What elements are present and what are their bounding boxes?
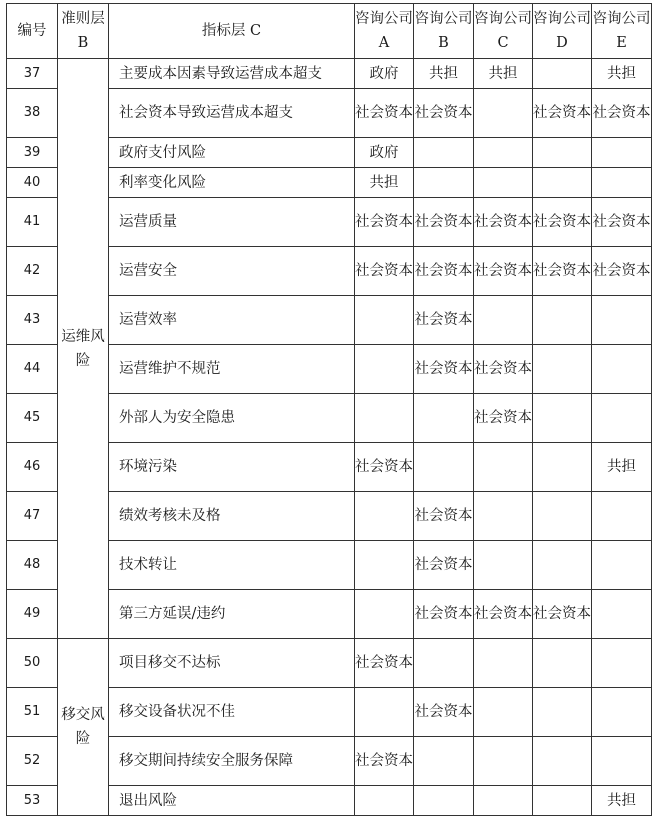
company-a-cell	[355, 394, 414, 443]
company-e-cell	[592, 688, 652, 737]
company-a-cell: 共担	[355, 168, 414, 198]
header-company-a: 咨询公司 A	[355, 4, 414, 59]
row-id: 46	[7, 443, 58, 492]
header-company-c: 咨询公司 C	[474, 4, 533, 59]
indicator-cell: 运营效率	[109, 296, 355, 345]
company-c-cell: 社会资本	[474, 247, 533, 296]
company-d-cell	[533, 138, 592, 168]
company-d-cell: 社会资本	[533, 198, 592, 247]
indicator-cell: 运营安全	[109, 247, 355, 296]
company-d-cell: 社会资本	[533, 89, 592, 138]
company-b-cell: 社会资本	[414, 296, 474, 345]
company-d-cell	[533, 786, 592, 816]
company-e-cell: 社会资本	[592, 198, 652, 247]
header-company-d: 咨询公司 D	[533, 4, 592, 59]
company-d-cell	[533, 492, 592, 541]
company-e-cell	[592, 168, 652, 198]
company-b-cell: 共担	[414, 59, 474, 89]
indicator-cell: 项目移交不达标	[109, 639, 355, 688]
company-b-cell	[414, 138, 474, 168]
company-e-cell	[592, 737, 652, 786]
indicator-cell: 主要成本因素导致运营成本超支	[109, 59, 355, 89]
company-c-cell: 共担	[474, 59, 533, 89]
risk-allocation-table	[6, 3, 652, 816]
company-e-cell: 共担	[592, 59, 652, 89]
header-row	[7, 4, 652, 59]
company-b-cell: 社会资本	[414, 89, 474, 138]
company-a-cell	[355, 688, 414, 737]
company-e-cell: 社会资本	[592, 89, 652, 138]
row-id: 50	[7, 639, 58, 688]
indicator-cell: 技术转让	[109, 541, 355, 590]
company-a-cell: 社会资本	[355, 639, 414, 688]
company-e-cell: 共担	[592, 786, 652, 816]
company-a-cell: 政府	[355, 59, 414, 89]
row-id: 52	[7, 737, 58, 786]
table-row	[7, 639, 652, 688]
company-b-cell: 社会资本	[414, 688, 474, 737]
company-a-cell: 政府	[355, 138, 414, 168]
company-d-cell: 社会资本	[533, 247, 592, 296]
row-id: 44	[7, 345, 58, 394]
company-c-cell	[474, 737, 533, 786]
company-d-cell	[533, 345, 592, 394]
indicator-cell: 退出风险	[109, 786, 355, 816]
company-a-cell	[355, 296, 414, 345]
row-id: 42	[7, 247, 58, 296]
company-a-cell: 社会资本	[355, 247, 414, 296]
company-d-cell	[533, 394, 592, 443]
company-c-cell: 社会资本	[474, 590, 533, 639]
indicator-cell: 政府支付风险	[109, 138, 355, 168]
company-b-cell: 社会资本	[414, 541, 474, 590]
criteria-group-ops: 运维风险	[58, 59, 109, 639]
header-indicator: 指标层 C	[109, 4, 355, 59]
company-a-cell	[355, 786, 414, 816]
company-a-cell	[355, 541, 414, 590]
company-a-cell	[355, 590, 414, 639]
company-d-cell	[533, 168, 592, 198]
company-d-cell	[533, 541, 592, 590]
row-id: 39	[7, 138, 58, 168]
company-d-cell	[533, 443, 592, 492]
company-e-cell: 共担	[592, 443, 652, 492]
company-e-cell	[592, 394, 652, 443]
indicator-cell: 移交设备状况不佳	[109, 688, 355, 737]
company-e-cell	[592, 590, 652, 639]
company-e-cell	[592, 296, 652, 345]
header-id: 编号	[7, 4, 58, 59]
row-id: 43	[7, 296, 58, 345]
company-c-cell	[474, 688, 533, 737]
company-c-cell: 社会资本	[474, 345, 533, 394]
company-c-cell	[474, 786, 533, 816]
company-a-cell: 社会资本	[355, 443, 414, 492]
indicator-cell: 移交期间持续安全服务保障	[109, 737, 355, 786]
header-company-e: 咨询公司 E	[592, 4, 652, 59]
row-id: 48	[7, 541, 58, 590]
row-id: 37	[7, 59, 58, 89]
header-company-b: 咨询公司 B	[414, 4, 474, 59]
company-c-cell	[474, 639, 533, 688]
company-d-cell	[533, 688, 592, 737]
company-b-cell	[414, 394, 474, 443]
company-e-cell	[592, 541, 652, 590]
company-b-cell	[414, 786, 474, 816]
criteria-group-handover: 移交风险	[58, 639, 109, 816]
company-c-cell: 社会资本	[474, 394, 533, 443]
row-id: 47	[7, 492, 58, 541]
company-c-cell	[474, 443, 533, 492]
company-d-cell	[533, 59, 592, 89]
company-c-cell	[474, 296, 533, 345]
indicator-cell: 环境污染	[109, 443, 355, 492]
company-c-cell	[474, 492, 533, 541]
indicator-cell: 外部人为安全隐患	[109, 394, 355, 443]
row-id: 45	[7, 394, 58, 443]
company-a-cell	[355, 492, 414, 541]
company-e-cell	[592, 138, 652, 168]
company-e-cell	[592, 345, 652, 394]
indicator-cell: 利率变化风险	[109, 168, 355, 198]
company-a-cell: 社会资本	[355, 737, 414, 786]
row-id: 53	[7, 786, 58, 816]
company-b-cell: 社会资本	[414, 247, 474, 296]
indicator-cell: 运营维护不规范	[109, 345, 355, 394]
company-e-cell	[592, 639, 652, 688]
company-d-cell	[533, 296, 592, 345]
company-c-cell	[474, 168, 533, 198]
header-criteria: 准则层 B	[58, 4, 109, 59]
company-b-cell: 社会资本	[414, 345, 474, 394]
company-c-cell	[474, 89, 533, 138]
company-a-cell: 社会资本	[355, 89, 414, 138]
row-id: 40	[7, 168, 58, 198]
company-c-cell	[474, 541, 533, 590]
row-id: 41	[7, 198, 58, 247]
indicator-cell: 运营质量	[109, 198, 355, 247]
indicator-cell: 绩效考核未及格	[109, 492, 355, 541]
company-b-cell: 社会资本	[414, 492, 474, 541]
company-d-cell	[533, 737, 592, 786]
row-id: 38	[7, 89, 58, 138]
company-b-cell	[414, 639, 474, 688]
company-d-cell: 社会资本	[533, 590, 592, 639]
company-b-cell	[414, 168, 474, 198]
company-b-cell	[414, 737, 474, 786]
row-id: 51	[7, 688, 58, 737]
company-e-cell: 社会资本	[592, 247, 652, 296]
indicator-cell: 第三方延误/违约	[109, 590, 355, 639]
company-a-cell: 社会资本	[355, 198, 414, 247]
table-row	[7, 59, 652, 89]
company-b-cell: 社会资本	[414, 590, 474, 639]
company-e-cell	[592, 492, 652, 541]
company-c-cell	[474, 138, 533, 168]
company-b-cell: 社会资本	[414, 198, 474, 247]
company-c-cell: 社会资本	[474, 198, 533, 247]
indicator-cell: 社会资本导致运营成本超支	[109, 89, 355, 138]
company-a-cell	[355, 345, 414, 394]
company-d-cell	[533, 639, 592, 688]
row-id: 49	[7, 590, 58, 639]
company-b-cell	[414, 443, 474, 492]
